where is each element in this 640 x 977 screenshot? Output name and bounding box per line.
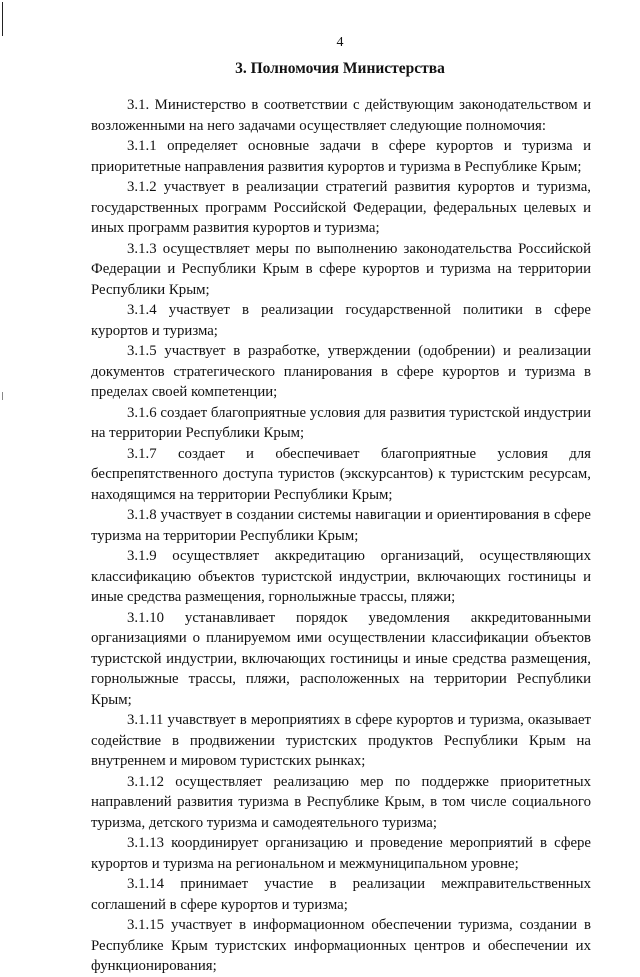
- paragraph-3-1-7: 3.1.7 создает и обеспечивает благоприятные условия для беспрепятственного доступа туристов (экскурсантов) к туристским ресурсам, находящимся на территории Республики Крым;: [91, 445, 591, 503]
- paragraph-3-1-8: 3.1.8 участвует в создании системы навигации и ориентирования в сфере туризма на территории Республики Крым;: [91, 507, 591, 544]
- scan-edge-mark: [2, 2, 3, 36]
- paragraph-3-1-9: 3.1.9 осуществляет аккредитацию организаций, осуществляющих классификацию объектов туристской индустрии, включающих гостиницы и иные средства размещения, горнолыжные трассы, пляжи;: [91, 548, 591, 605]
- paragraph-3-1-6: 3.1.6 создает благоприятные условия для развития туристской индустрии на территории Республики Крым;: [91, 404, 591, 441]
- section-title: 3. Полномочия Министерства: [235, 60, 445, 77]
- page-number: 4: [336, 35, 344, 50]
- paragraph-3-1-4: 3.1.4 участвует в реализации государственной политики в сфере курортов и туризма;: [91, 302, 591, 339]
- paragraph-3-1: 3.1. Министерство в соответствии с действующим законодательством и возложенными на него задачами осуществляет следующие полномочия:: [91, 97, 591, 134]
- paragraph-3-1-13: 3.1.13 координирует организацию и проведение мероприятий в сфере курортов и туризма на региональном и межмуниципальном уровне;: [91, 835, 591, 872]
- paragraph-3-1-11: 3.1.11 учавствует в мероприятиях в сфере курортов и туризма, оказывает содействие в продвижении туристских продуктов Республики Крым на внутреннем и мировом туристских рынках;: [91, 712, 591, 769]
- paragraph-3-1-1: 3.1.1 определяет основные задачи в сфере курортов и туризма и приоритетные направления развития курортов и туризма в Республике Крым;: [91, 138, 591, 175]
- paragraph-3-1-15: 3.1.15 участвует в информационном обеспечении туризма, создании в Республике Крым туристских информационных центров и обеспечении их функционирования;: [91, 917, 591, 974]
- scan-edge-mark: [2, 392, 3, 400]
- paragraph-3-1-12: 3.1.12 осуществляет реализацию мер по поддержке приоритетных направлений развития туризма в Республике Крым, в том числе социального туризма, детского туризма и самодеятельного туризма;: [91, 773, 591, 831]
- document-body: [91, 95, 591, 977]
- paragraph-3-1-14: 3.1.14 принимает участие в реализации межправительственных соглашений в сфере курортов и туризма;: [91, 876, 591, 913]
- paragraph-3-1-10: 3.1.10 устанавливает порядок уведомления аккредитованными организациями о планируемом ими осуществлении классификации объектов туристской индустрии, включающих гостиницы и иные средства размещения, горнолыжные трассы, пляжи, расположенных на территории Республики Крым;: [91, 609, 591, 708]
- paragraph-3-1-3: 3.1.3 осуществляет меры по выполнению законодательства Российской Федерации и Республики Крым в сфере курортов и туризма на территории Республики Крым;: [91, 240, 591, 298]
- paragraph-3-1-2: 3.1.2 участвует в реализации стратегий развития курортов и туризма, государственных программ Российской Федерации, федеральных целевых и иных программ развития курортов и туризма;: [91, 179, 591, 236]
- paragraph-3-1-5: 3.1.5 участвует в разработке, утверждении (одобрении) и реализации документов стратегического планирования в сфере курортов и туризма в пределах своей компетенции;: [91, 343, 591, 400]
